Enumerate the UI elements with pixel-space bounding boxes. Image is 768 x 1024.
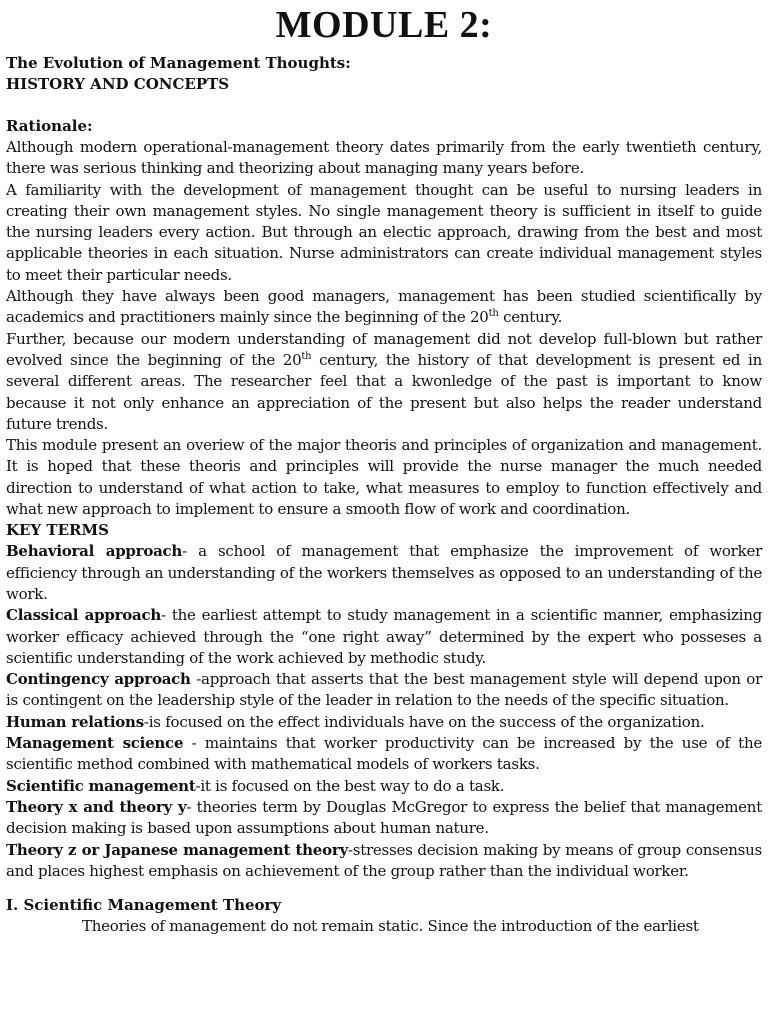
key-term-definition: - a school of management that emphasize the improvement of worker efficiency through an understanding of the workers themselves as opposed to an understanding of the work. (6, 542, 762, 603)
superscript: th (301, 350, 312, 362)
key-term: Classical approach (6, 606, 162, 625)
key-term: Behavioral approach (6, 542, 183, 561)
rationale-paragraph: This module present an overiew of the major theoris and principles of organization and management. It is hoped that these theoris and principles will provide the nurse manager the much needed direction to understand of what action to take, what measures to employ to function effectively and what new approach to implement to ensure a smooth flow of work and coordination. (6, 436, 762, 519)
rationale-heading: Rationale: (6, 117, 93, 135)
key-terms-heading: KEY TERMS (6, 521, 109, 540)
paragraph-text: Further, because our modern understanding of management did not develop full-blown but rather evolved since the beginning of the 20 (6, 329, 762, 369)
section-heading: I. Scientific Management Theory (6, 896, 282, 915)
key-term: Theory z or Japanese management theory (6, 840, 348, 859)
paragraph-text: Although they have always been good managers, management has been studied scientifically by academics and practitioners mainly since the beginning of the 20 (6, 287, 762, 327)
key-term-definition: - maintains that worker productivity can be increased by the use of the scientific method combined with mathematical models of workers tasks. (6, 734, 762, 774)
module-subtitle: The Evolution of Management Thoughts: (6, 54, 351, 72)
key-term-definition: - the earliest attempt to study management in a scientific manner, emphasizing worker efficacy achieved through the “one right away” determined by the expert who posseses a scientific understanding of the work achieved by methodic study. (6, 606, 762, 667)
rationale-paragraph: A familiarity with the development of management thought can be useful to nursing leaders in creating their own management styles. No single management theory is sufficient in itself to guide the nursing leaders every action. But through an electic approach, drawing from the best and most applicable theories in each situation. Nurse administrators can create individual management styles to meet their particular needs. (6, 180, 762, 284)
key-term-definition: -is focused on the effect individuals have on the success of the organization. (143, 712, 705, 731)
paragraph-text: century. (498, 308, 563, 327)
key-term-entry (6, 797, 762, 840)
key-term: Scientific management (6, 776, 196, 795)
key-term: Management science (6, 734, 184, 753)
key-term-entry (6, 733, 762, 776)
key-term-entry (6, 669, 762, 712)
key-term-entry (6, 840, 762, 883)
paragraph-text: century, the history of that development is present ed in several different areas. The researcher feel that a kwonledge of the past is important to know because it not only enhance an appreciation of the present but also helps the reader understand future trends. (6, 350, 762, 433)
rationale-paragraph (6, 286, 762, 329)
key-term: Theory x and theory y (6, 797, 187, 816)
superscript: th (488, 308, 499, 320)
key-term-definition: - theories term by Douglas McGregor to express the belief that management decision making is based upon assumptions about human nature. (6, 797, 762, 838)
key-term-entry (6, 776, 762, 797)
key-term-definition: -stresses decision making by means of group consensus and places highest emphasis on achievement of the group rather than the individual worker. (6, 840, 762, 880)
rationale-paragraph (6, 329, 762, 435)
key-term-definition: -approach that asserts that the best management style will depend upon or is contingent on the leadership style of the leader in relation to the needs of the specific situation. (6, 670, 762, 710)
key-term-entry (6, 712, 762, 733)
key-term: Contingency approach (6, 670, 191, 689)
key-term-entry (6, 605, 762, 669)
key-term-entry (6, 541, 762, 605)
blank-line (6, 882, 762, 895)
section-paragraph: Theories of management do not remain static. Since the introduction of the earliest (82, 917, 699, 936)
module-subtitle-caps: HISTORY AND CONCEPTS (6, 75, 230, 93)
blank-line (6, 95, 762, 116)
key-term: Human relations (6, 712, 144, 731)
rationale-paragraph: Although modern operational-management theory dates primarily from the early twentieth century, there was serious thinking and theorizing about managing many years before. (6, 138, 762, 178)
key-term-definition: -it is focused on the best way to do a task. (195, 776, 505, 795)
page-title: MODULE 2: (275, 4, 493, 46)
